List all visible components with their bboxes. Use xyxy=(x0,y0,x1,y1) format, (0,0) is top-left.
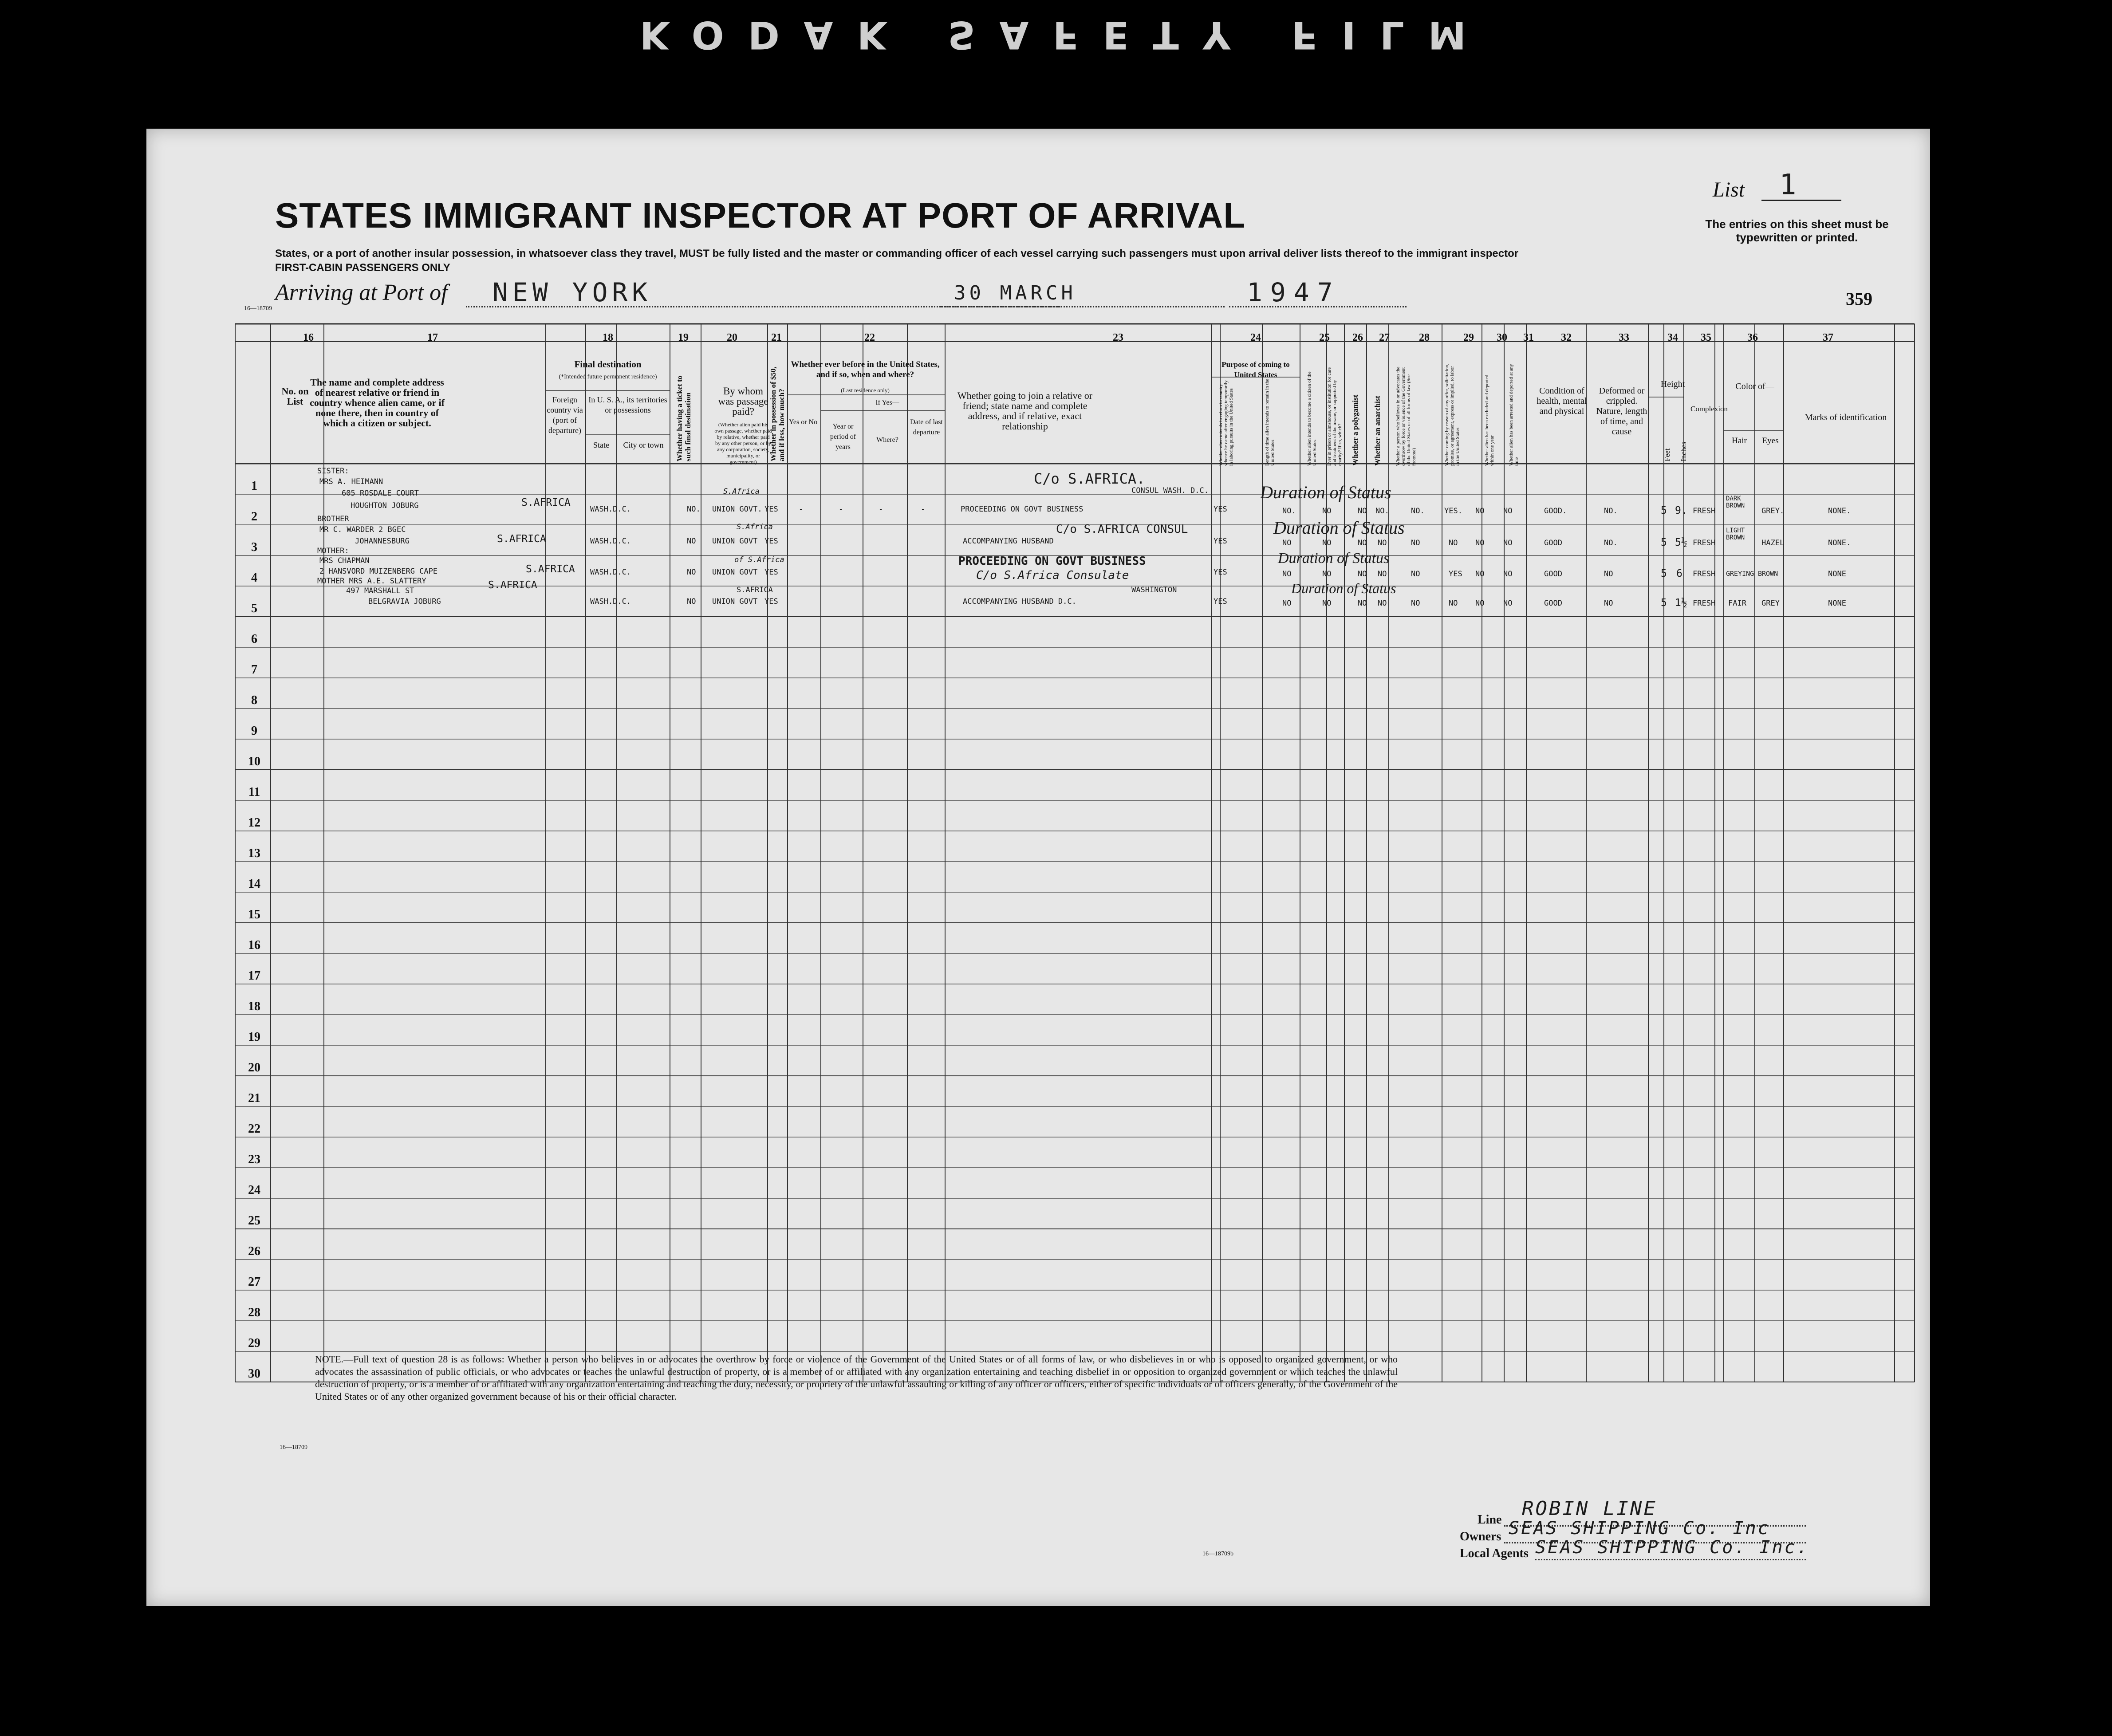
row2-join-line2: ACCOMPANYING HUSBAND xyxy=(963,537,1054,546)
col-number: 25 xyxy=(1319,332,1330,343)
row4-deformed: NO xyxy=(1604,599,1613,608)
row1-paid-note: S.Africa xyxy=(723,487,760,496)
col-number: 22 xyxy=(864,332,875,343)
row4-relative-address: 497 MARSHALL ST xyxy=(346,587,414,595)
row3-join-line1: PROCEEDING ON GOVT BUSINESS xyxy=(958,555,1146,568)
header-c36: Color of— xyxy=(1735,382,1774,391)
row1-overthrow: NO. xyxy=(1411,507,1425,516)
row2-polygamist: NO xyxy=(1358,539,1367,547)
row1-state: WASH.D.C. xyxy=(590,505,631,514)
row1-join-line2: CONSUL WASH. D.C. xyxy=(1131,486,1209,495)
header-c18-usa: In U. S. A., its territories or possessions xyxy=(588,395,667,414)
header-c20: By whom was passage paid? xyxy=(718,386,768,417)
header-c20-note: (Whether alien paid his own passage, whether paid by relative, whether paid by any other person, or by any corporation, society, municipality, or government) xyxy=(714,421,772,465)
row4-health: GOOD xyxy=(1544,599,1562,608)
line-value: ROBIN LINE xyxy=(1522,1497,1657,1520)
form-code: 16—18709 xyxy=(244,305,272,312)
col-number: 27 xyxy=(1379,332,1390,343)
row-number: 30 xyxy=(248,1367,260,1381)
form-code: 16—18709b xyxy=(1202,1551,1233,1557)
header-c32: Condition of health, mental and physical xyxy=(1537,386,1587,416)
header-c23: Whether going to join a relative or friend; state name and complete address, and if relative, exact relationship xyxy=(957,390,1093,432)
row3-marks: NONE xyxy=(1828,570,1846,579)
header-c18-state: State xyxy=(593,441,609,449)
row1-purpose: YES xyxy=(1214,505,1227,514)
col-number: 26 xyxy=(1352,332,1363,343)
row4-feet: 5 xyxy=(1661,597,1667,609)
row-number: 19 xyxy=(248,1030,260,1044)
row2-complexion: FRESH xyxy=(1693,539,1716,547)
year-value: 1947 xyxy=(1247,277,1341,307)
row-number: 24 xyxy=(248,1183,260,1197)
col-number: 23 xyxy=(1113,332,1123,343)
header-c22: Whether ever before in the United States, and if so, when and where? xyxy=(791,360,940,379)
line-label: Line xyxy=(1478,1513,1502,1527)
row-number: 17 xyxy=(248,969,260,983)
header-c27: Whether an anarchist xyxy=(1373,395,1382,466)
row3-feet: 5 xyxy=(1661,568,1667,579)
row2-money: YES xyxy=(764,537,778,546)
row1-before-yesno: - xyxy=(799,505,804,514)
row3-relative-label: MOTHER: xyxy=(317,547,349,555)
instruction-line: States, or a port of another insular possession, in whatsoever class they travel, MUST be fully listed and the master or commanding officer of each vessel carrying such passengers must upon arrival deliver lists thereof to the immigrant inspector xyxy=(275,248,1519,260)
row1-marks: NONE. xyxy=(1828,507,1851,516)
row4-relative-city: BELGRAVIA JOBURG xyxy=(368,597,441,606)
row2-paid-by: UNION GOVT xyxy=(712,537,758,546)
header-c24b: Length of time alien intends to remain in the United States xyxy=(1265,378,1275,466)
row3-anarchist: NO xyxy=(1378,570,1387,579)
row1-labor: YES. xyxy=(1444,507,1462,516)
row2-length: Duration of Status xyxy=(1273,518,1405,538)
row4-ticket: NO xyxy=(687,597,696,606)
header-c18-foreign: Foreign country via (port of departure) xyxy=(547,395,583,435)
agents-label: Local Agents xyxy=(1460,1547,1529,1560)
row1-inches: 9. xyxy=(1675,505,1687,516)
header-c37: Marks of identification xyxy=(1805,413,1887,422)
row2-relative-name: MR C. WARDER 2 BGEC xyxy=(319,525,406,534)
row-number: 28 xyxy=(248,1306,260,1319)
row2-labor: NO xyxy=(1449,539,1458,547)
row2-marks: NONE. xyxy=(1828,539,1851,547)
col-number: 20 xyxy=(727,332,737,343)
footnote-q28: NOTE.—Full text of question 28 is as follows: Whether a person who believes in or advocates the overthrow by force or violence of the Government of the United States or of all forms of law, or who disbelieves in or who is opposed to organized government, or who advocates the assassination of public officials, or who advocates or teaches the unlawful destruction of property, or is a member of or affiliated with any organization entertaining and teaching disbelief in or opposition to organized government or which teaches the unlawful destruction of property, or is a member of or affiliated with any organization entertaining and teaching the duty, necessity, or propriety of the unlawful assaulting or killing of any officer or officers, either of specific individuals or of officers generally, of the Government of the United States or of any other organized government because of his or their official character. xyxy=(315,1354,1398,1402)
header-c36-hair: Hair xyxy=(1732,436,1747,445)
header-c26b: Whether a polygamist xyxy=(1351,394,1359,466)
header-c25: Whether alien intends to become a citizen of the United States xyxy=(1307,371,1317,466)
row2-eyes: HAZEL xyxy=(1761,539,1785,547)
row2-hair: LIGHT BROWN xyxy=(1726,527,1745,541)
header-c22-where: Where? xyxy=(876,436,898,444)
row4-citizen: NO xyxy=(1282,599,1292,608)
arriving-label: Arriving at Port of xyxy=(275,280,448,305)
date-value: 30 MARCH xyxy=(954,282,1076,304)
col-number: 33 xyxy=(1619,332,1629,343)
row-number: 23 xyxy=(248,1153,260,1166)
row4-join-line2: ACCOMPANYING HUSBAND D.C. xyxy=(963,597,1076,606)
page-title: STATES IMMIGRANT INSPECTOR AT PORT OF ARRIVAL xyxy=(275,196,1246,235)
row1-anarchist: NO. xyxy=(1375,507,1389,516)
row-number: 15 xyxy=(248,908,260,921)
row4-anarchist: NO xyxy=(1378,599,1387,608)
row2-health: GOOD xyxy=(1544,539,1562,547)
row1-before-date: - xyxy=(921,505,926,514)
row4-foreign: S.AFRICA xyxy=(488,579,537,591)
row1-join-line3: PROCEEDING ON GOVT BUSINESS xyxy=(961,505,1084,514)
row-number: 16 xyxy=(248,938,260,952)
header-c35: Complexion xyxy=(1690,405,1728,413)
row3-deformed: NO xyxy=(1604,570,1613,579)
row3-excluded: NO xyxy=(1475,570,1485,579)
row-number: 18 xyxy=(248,1000,260,1013)
header-c34: Height xyxy=(1660,379,1685,389)
header-c34-inches: Inches xyxy=(1679,441,1688,461)
row-number: 26 xyxy=(248,1244,260,1258)
row4-eyes: GREY xyxy=(1761,599,1780,608)
row4-join-line1: WASHINGTON xyxy=(1131,586,1177,594)
row3-paid-by: UNION GOVT xyxy=(712,568,758,577)
row1-deformed: NO. xyxy=(1604,507,1618,516)
page-number: 359 xyxy=(1846,289,1872,309)
col-number: 24 xyxy=(1250,332,1261,343)
row3-overthrow: NO xyxy=(1411,570,1420,579)
row4-polygamist: NO xyxy=(1358,599,1367,608)
row1-polygamist: NO xyxy=(1358,507,1367,516)
row-number: 22 xyxy=(248,1122,260,1136)
header-c22-date: Date of last departure xyxy=(910,418,943,436)
row2-purpose: YES xyxy=(1214,537,1227,546)
row-number: 29 xyxy=(248,1336,260,1350)
row2-feet: 5 xyxy=(1661,537,1667,548)
row-number: 4 xyxy=(251,571,257,585)
col-number: 21 xyxy=(771,332,782,343)
header-c18-note: (*Intended future permanent residence) xyxy=(559,374,657,380)
row1-join-line1: C/o S.AFRICA. xyxy=(1034,470,1145,487)
row2-join-line1: C/o S.AFRICA CONSUL xyxy=(1056,523,1188,536)
col-number: 36 xyxy=(1747,332,1758,343)
row3-relative-name: MRS CHAPMAN xyxy=(319,556,370,565)
header-c29: Whether coming by reason of any offer, solicitation, promise, or agreement, express or implied, to labor in the United States xyxy=(1444,364,1460,466)
row4-deported: NO xyxy=(1503,599,1513,608)
row1-relative-label: SISTER: xyxy=(317,467,349,476)
agents-value: SEAS SHIPPING Co. Inc. xyxy=(1535,1537,1809,1558)
row3-join-line2: C/o S.Africa Consulate xyxy=(976,569,1129,582)
col-number: 37 xyxy=(1823,332,1833,343)
col-number: 16 xyxy=(303,332,314,343)
col-number: 35 xyxy=(1701,332,1711,343)
row-number: 14 xyxy=(248,877,260,891)
row-number: 25 xyxy=(248,1214,260,1228)
row3-health: GOOD xyxy=(1544,570,1562,579)
row-number: 6 xyxy=(251,632,257,646)
row1-foreign: S.AFRICA xyxy=(521,497,571,508)
header-c21: Whether in possession of $50, and if less, how much? xyxy=(769,366,786,461)
row2-paid-note: S.Africa xyxy=(737,523,773,531)
row-number: 10 xyxy=(248,755,260,768)
row4-paid-by: UNION GOVT xyxy=(712,597,758,606)
col-number: 28 xyxy=(1419,332,1430,343)
agents-underline xyxy=(1535,1559,1806,1560)
row1-health: GOOD. xyxy=(1544,507,1567,516)
row3-citizen: NO xyxy=(1282,570,1292,579)
row2-ticket: NO xyxy=(687,537,696,546)
row3-complexion: FRESH xyxy=(1693,570,1716,579)
row4-hair: FAIR xyxy=(1728,599,1746,608)
row3-hair: GREYING xyxy=(1726,570,1754,578)
row1-citizen: NO. xyxy=(1282,507,1296,516)
header-c31: Whether alien has been arrested and deported at any time xyxy=(1509,364,1519,466)
col-number: 17 xyxy=(427,332,438,343)
header-c22-year: Year or period of years xyxy=(830,423,856,451)
header-c22-ifyes: If Yes— xyxy=(875,399,899,406)
col-number: 19 xyxy=(678,332,689,343)
row-number: 8 xyxy=(251,693,257,707)
row4-length: Duration of Status xyxy=(1291,580,1396,596)
row1-feet: 5 xyxy=(1661,505,1667,516)
col-number: 29 xyxy=(1463,332,1474,343)
header-c17: The name and complete address of nearest relative or friend in country whence alien came, or if none there, then in country of which a citizen or subject. xyxy=(310,377,445,429)
film-edge-text: KODAK SAFETY FILM xyxy=(639,12,1490,57)
header-c34-feet: Feet xyxy=(1663,448,1671,461)
row1-excluded: NO xyxy=(1475,507,1485,516)
row2-deformed: NO. xyxy=(1604,539,1618,547)
row3-relative-address: 2 HANSVORD MUIZENBERG CAPE xyxy=(319,567,438,576)
manifest-sheet xyxy=(146,129,1930,1606)
row2-state: WASH.D.C. xyxy=(590,537,631,546)
row3-length: Duration of Status xyxy=(1278,550,1390,567)
row4-paid-note: S.AFRICA xyxy=(737,586,773,594)
row4-money: YES xyxy=(764,597,778,606)
header-c19: Whether having a ticket to such final destination xyxy=(675,375,692,461)
row2-inches: 5½ xyxy=(1675,537,1687,548)
row2-relative-city: JOHANNESBURG xyxy=(355,537,410,546)
row3-ticket: NO xyxy=(687,568,696,577)
row1-ticket: NO. xyxy=(687,505,701,514)
typed-note: The entries on this sheet must be typewritten or printed. xyxy=(1705,217,1889,244)
row3-prison: NO xyxy=(1322,570,1332,579)
row1-hair: DARK BROWN xyxy=(1726,495,1745,509)
row4-labor: NO xyxy=(1449,599,1458,608)
row4-state: WASH.D.C. xyxy=(590,597,631,606)
row3-foreign: S.AFRICA xyxy=(526,563,575,575)
row2-deported: NO xyxy=(1503,539,1513,547)
row-number: 12 xyxy=(248,816,260,830)
row-number: 2 xyxy=(251,510,257,524)
row4-relative-label: MOTHER MRS A.E. SLATTERY xyxy=(317,577,426,586)
row4-overthrow: NO xyxy=(1411,599,1420,608)
row-number: 3 xyxy=(251,540,257,554)
row-number: 21 xyxy=(248,1091,260,1105)
header-c16: No. on List xyxy=(281,386,309,407)
row-number: 1 xyxy=(251,479,257,493)
row1-eyes: GREY. xyxy=(1761,507,1785,516)
row1-relative-city: HOUGHTON JOBURG xyxy=(351,501,419,510)
col-number: 31 xyxy=(1523,332,1534,343)
row4-complexion: FRESH xyxy=(1693,599,1716,608)
row-number: 9 xyxy=(251,724,257,738)
header-c24: Purpose of coming to United States xyxy=(1221,360,1290,379)
row4-purpose: YES xyxy=(1214,597,1227,606)
header-c33: Deformed or crippled. Nature, length of time, and cause xyxy=(1596,386,1647,437)
row3-state: WASH.D.C. xyxy=(590,568,631,577)
film-edge xyxy=(0,0,2112,67)
row-number: 13 xyxy=(248,846,260,860)
header-c26: Ever in prison or almshouse, or institution for care and treatment of the insane, or supported by charity? If so, which? xyxy=(1327,367,1343,466)
row1-length: Duration of Status xyxy=(1260,482,1391,502)
row3-paid-note: of S.Africa xyxy=(734,555,784,564)
col-number: 32 xyxy=(1561,332,1572,343)
owners-label: Owners xyxy=(1460,1530,1501,1543)
row4-excluded: NO xyxy=(1475,599,1485,608)
port-value: NEW YORK xyxy=(493,277,652,307)
row3-eyes: BROWN xyxy=(1758,570,1778,578)
row1-prison: NO xyxy=(1322,507,1332,516)
header-c28: Whether a person who believes in or advocates the overthrow by force or violence of the Government of the United States or of all forms of law (See footnote) xyxy=(1395,366,1417,466)
col-number: 18 xyxy=(603,332,613,343)
row2-overthrow: NO xyxy=(1411,539,1420,547)
header-c30: Whether alien has been excluded and deported within one year xyxy=(1484,374,1495,466)
list-label: List xyxy=(1713,178,1745,201)
row3-money: YES xyxy=(764,568,778,577)
class-line: FIRST-CABIN PASSENGERS ONLY xyxy=(275,262,450,274)
header-c22-yesno: Yes or No xyxy=(788,418,818,426)
row2-excluded: NO xyxy=(1475,539,1485,547)
row1-money: YES xyxy=(764,505,778,514)
owners-value: SEAS SHIPPING Co. Inc xyxy=(1509,1518,1770,1539)
row4-prison: NO xyxy=(1322,599,1332,608)
row-number: 20 xyxy=(248,1061,260,1075)
row1-relative-name: MRS A. HEIMANN xyxy=(319,477,383,486)
form-code: 16—18709 xyxy=(280,1444,307,1451)
row1-relative-address: 605 ROSDALE COURT xyxy=(342,489,419,498)
row4-marks: NONE xyxy=(1828,599,1846,608)
row2-citizen: NO xyxy=(1282,539,1292,547)
header-c22-note: (Last residence only) xyxy=(841,387,890,394)
row3-purpose: YES xyxy=(1214,568,1227,577)
row1-complexion: FRESH xyxy=(1693,507,1716,516)
row2-prison: NO xyxy=(1322,539,1332,547)
header-c18: Final destination xyxy=(574,359,642,370)
row-number: 5 xyxy=(251,602,257,615)
row3-labor: YES xyxy=(1449,570,1462,579)
row1-deported: NO xyxy=(1503,507,1513,516)
row-number: 27 xyxy=(248,1275,260,1289)
row1-before-where: - xyxy=(879,505,883,514)
row3-deported: NO xyxy=(1503,570,1513,579)
list-number: 1 xyxy=(1779,169,1797,201)
row2-foreign: S.AFRICA xyxy=(497,533,546,545)
row2-relative-label: BROTHER xyxy=(317,515,349,524)
row-number: 7 xyxy=(251,663,257,677)
header-c24a: Whether alien intends to return to country whence he came after engaging temporarily in laboring pursuits in the United States xyxy=(1218,380,1234,466)
row3-inches: 6 xyxy=(1676,568,1683,579)
header-c18-city: City or town xyxy=(623,441,664,449)
row1-before-year: - xyxy=(839,505,843,514)
row2-anarchist: NO xyxy=(1378,539,1387,547)
row3-polygamist: NO xyxy=(1358,570,1367,579)
row-number: 11 xyxy=(248,785,260,799)
header-c36-eyes: Eyes xyxy=(1762,436,1779,445)
row1-paid-by: UNION GOVT. xyxy=(712,505,762,514)
col-number: 34 xyxy=(1667,332,1678,343)
row4-inches: 1½ xyxy=(1675,597,1687,609)
col-number: 30 xyxy=(1497,332,1507,343)
